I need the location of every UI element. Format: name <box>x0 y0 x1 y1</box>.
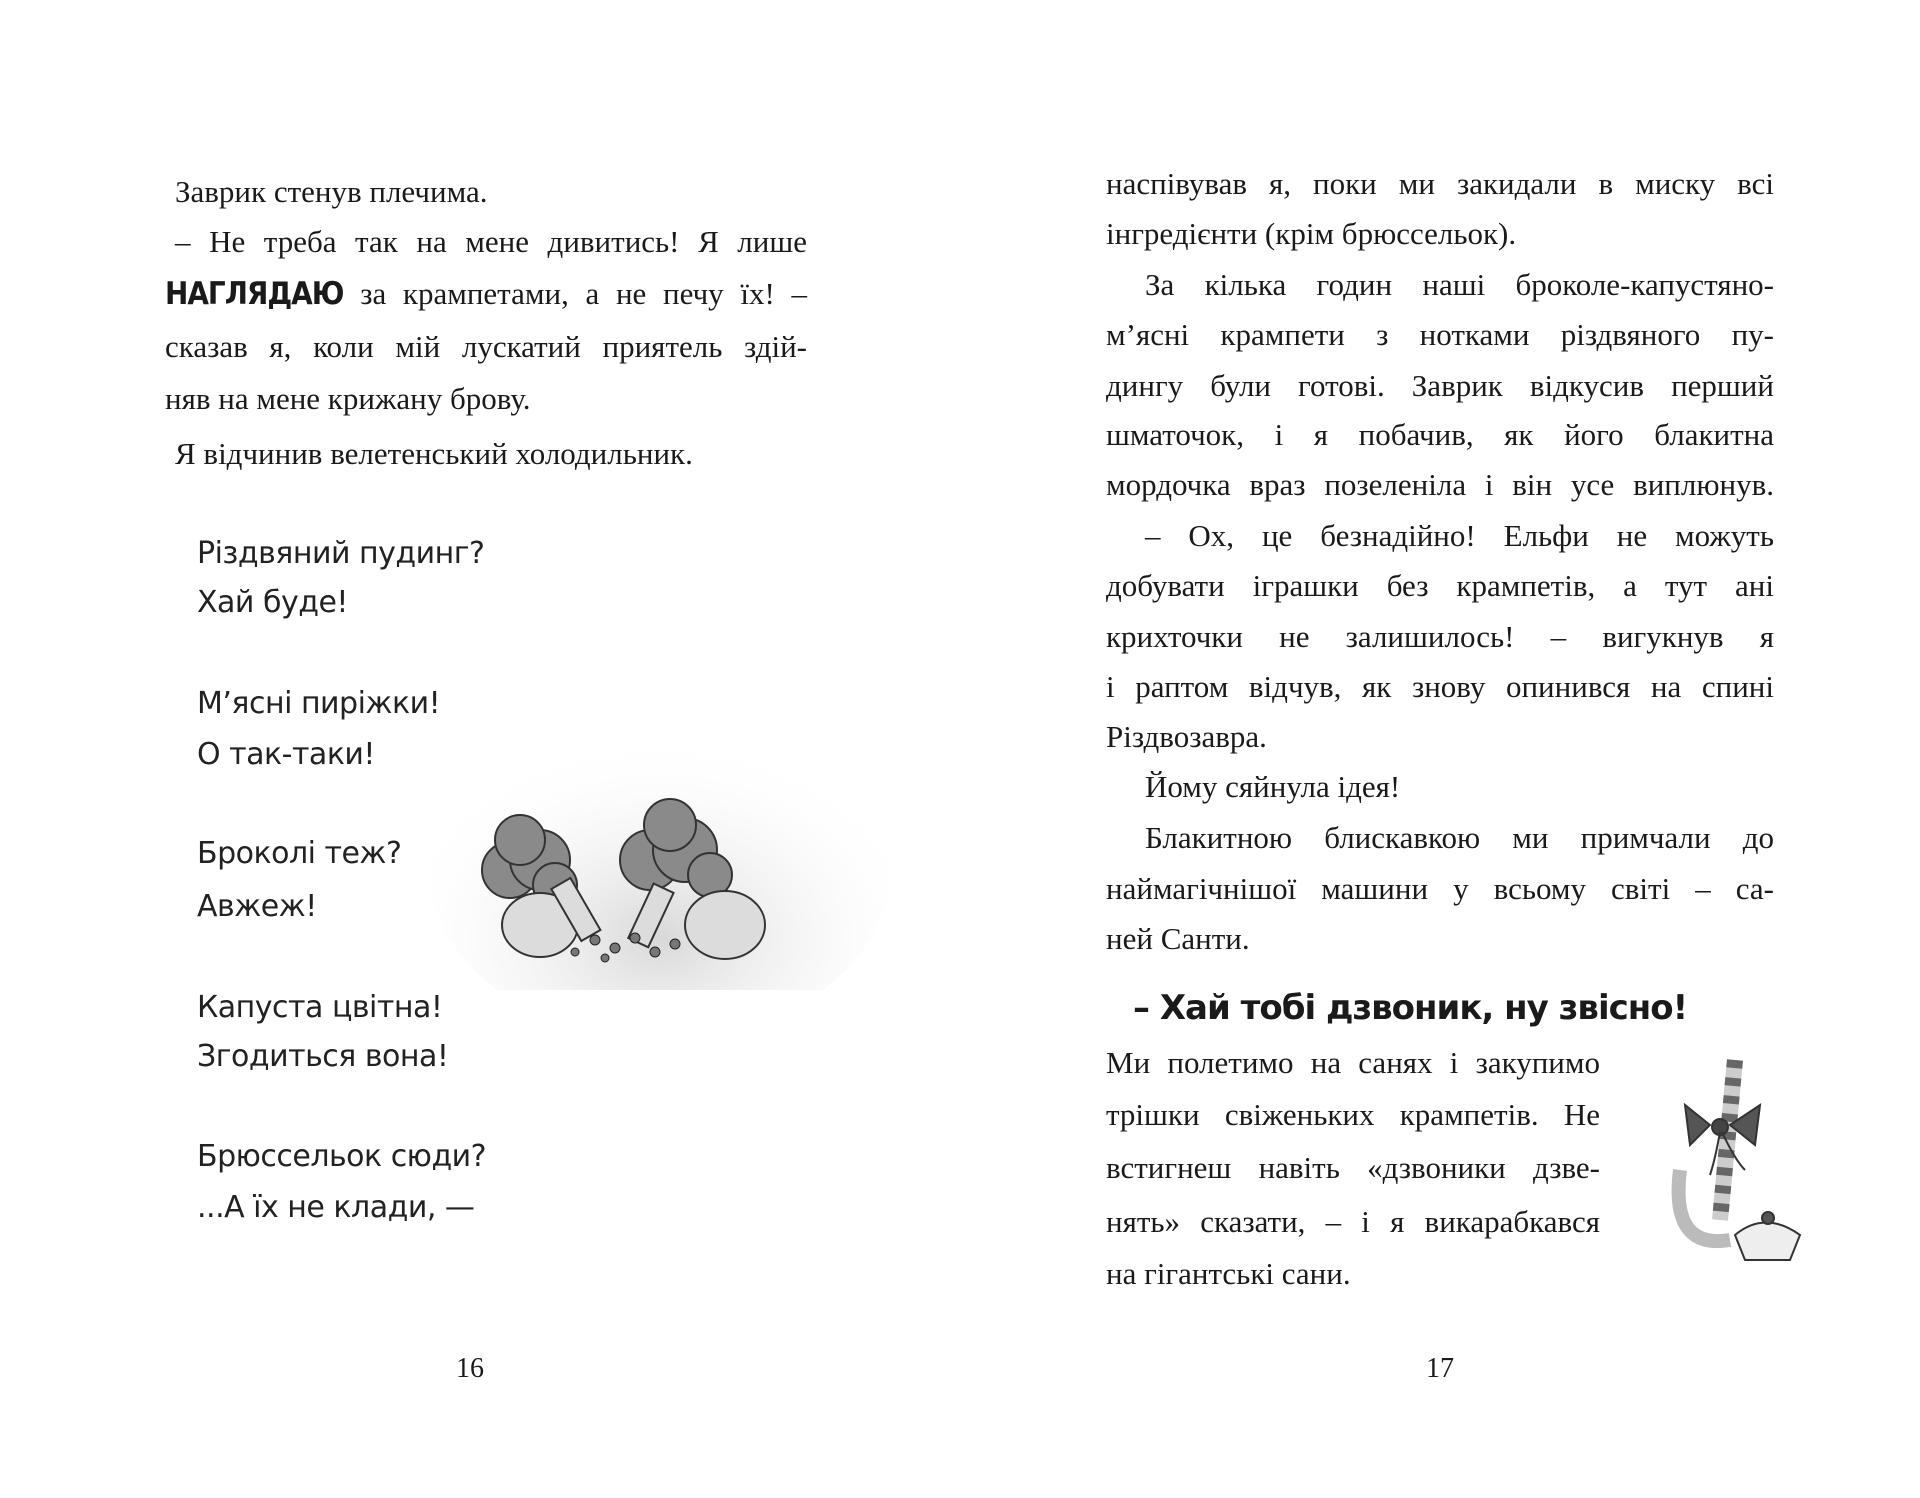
text-line: добувати іграшки без крампетів, а тут ані <box>1106 568 1774 603</box>
exclamation-heading: – Хай тобі дзвоник, ну звісно! <box>1133 988 1688 1028</box>
poem-line: О так-таки! <box>197 737 375 772</box>
text-line: шматочок, і я побачив, як його блакитна <box>1106 417 1774 452</box>
text-line: Я відчинив велетенський холодильник. <box>175 436 693 471</box>
poem-line: Капуста цвітна! <box>197 990 443 1025</box>
poem-line: Хай буде! <box>197 585 348 620</box>
text-line: За кілька годин наші броколе-капустяно- <box>1145 267 1774 302</box>
text-line: ней Санти. <box>1106 921 1250 956</box>
page-number: 16 <box>456 1353 484 1384</box>
text: за крампетами, а не печу їх! – <box>360 276 808 311</box>
text-line: і раптом відчув, як знову опинився на спині <box>1106 669 1774 704</box>
text-line: трішки свіженьких крампетів. Не <box>1106 1097 1600 1132</box>
text-line: встигнеш навіть «дзвоники дзве- <box>1106 1150 1600 1185</box>
emphasis-word: НАГЛЯДАЮ <box>165 276 344 312</box>
page-number: 17 <box>1426 1353 1454 1384</box>
text-line: інгредієнти (крім брюссельок). <box>1106 216 1517 251</box>
text-line: сказав я, коли мій лускатий приятель здій- <box>165 329 807 364</box>
text-line: наспівував я, поки ми закидали в миску всі <box>1106 166 1774 201</box>
text-line: Ми полетимо на санях і закупимо <box>1106 1045 1600 1080</box>
text-line: – Ох, це безнадійно! Ельфи не можуть <box>1145 518 1774 553</box>
text-line: няв на мене крижану брову. <box>165 381 531 416</box>
text-line: – Не треба так на мене дивитись! Я лише <box>175 224 807 259</box>
poem-line: Авжеж! <box>197 889 317 924</box>
text-line: нять» сказати, – і я викарабкався <box>1106 1204 1600 1239</box>
text-line <box>175 172 807 212</box>
poem-line: Різдвяний пудинг? <box>197 536 485 571</box>
text-line: Йому сяйнула ідея! <box>1145 769 1401 804</box>
text-line: мордочка враз позеленіла і він усе виплюнув. <box>1106 467 1774 502</box>
text-line <box>165 274 807 314</box>
text-line: на гігантські сани. <box>1106 1256 1351 1291</box>
poem-line: ...А їх не клади, — <box>197 1190 475 1225</box>
text-line: м’ясні крампети з нотками різдвяного пу- <box>1106 317 1774 352</box>
text-line: Різдвозавра. <box>1106 719 1267 754</box>
poem-line: Брюссельок сюди? <box>197 1139 487 1174</box>
text-line: Блакитною блискавкою ми примчали до <box>1145 820 1774 855</box>
text-line: наймагічнішої машини у всьому світі – са- <box>1106 871 1774 906</box>
poem-line: М’ясні пиріжки! <box>197 686 441 721</box>
poem-line: Броколі теж? <box>197 836 402 871</box>
text-line: крихточки не залишилось! – вигукнув я <box>1106 619 1774 654</box>
poem-line: Згодиться вона! <box>197 1039 449 1074</box>
broccoli-cabbage-illustration <box>425 700 890 990</box>
text: Заврик стенув плечима. <box>175 174 488 209</box>
candy-cane-pie-illustration <box>1650 1050 1820 1280</box>
text-line: дингу були готові. Заврик відкусив перший <box>1106 368 1774 403</box>
